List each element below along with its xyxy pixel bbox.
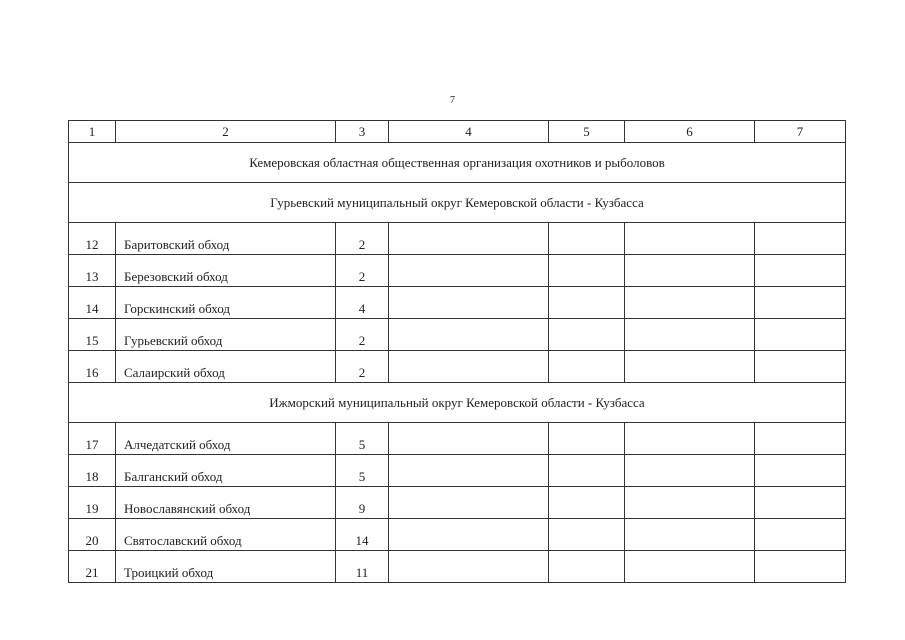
empty-cell (389, 551, 549, 583)
empty-cell (755, 223, 846, 255)
empty-cell (755, 255, 846, 287)
empty-cell (549, 487, 625, 519)
empty-cell (389, 255, 549, 287)
empty-cell (755, 351, 846, 383)
row-quantity: 5 (336, 455, 389, 487)
empty-cell (389, 455, 549, 487)
row-number: 15 (69, 319, 116, 351)
section-title: Гурьевский муниципальный округ Кемеровской области - Кузбасса (69, 183, 846, 223)
empty-cell (755, 551, 846, 583)
empty-cell (625, 351, 755, 383)
row-quantity: 2 (336, 319, 389, 351)
row-quantity: 9 (336, 487, 389, 519)
empty-cell (755, 319, 846, 351)
column-header: 1 (69, 121, 116, 143)
empty-cell (625, 423, 755, 455)
empty-cell (625, 487, 755, 519)
empty-cell (755, 287, 846, 319)
table-row (69, 287, 846, 319)
row-quantity: 2 (336, 255, 389, 287)
row-name: Салаирский обход (116, 351, 336, 383)
empty-cell (549, 519, 625, 551)
row-number: 20 (69, 519, 116, 551)
empty-cell (549, 255, 625, 287)
empty-cell (625, 319, 755, 351)
column-header: 6 (625, 121, 755, 143)
row-quantity: 5 (336, 423, 389, 455)
empty-cell (755, 487, 846, 519)
column-header: 2 (116, 121, 336, 143)
column-header: 3 (336, 121, 389, 143)
row-name: Алчедатский обход (116, 423, 336, 455)
row-quantity: 11 (336, 551, 389, 583)
column-header: 5 (549, 121, 625, 143)
section-row (69, 383, 846, 423)
row-quantity: 4 (336, 287, 389, 319)
row-name: Гурьевский обход (116, 319, 336, 351)
empty-cell (755, 519, 846, 551)
table-row (69, 223, 846, 255)
column-header: 4 (389, 121, 549, 143)
section-title: Ижморский муниципальный округ Кемеровской области - Кузбасса (69, 383, 846, 423)
row-name: Березовский обход (116, 255, 336, 287)
row-quantity: 2 (336, 351, 389, 383)
row-quantity: 14 (336, 519, 389, 551)
row-name: Святославский обход (116, 519, 336, 551)
empty-cell (549, 223, 625, 255)
empty-cell (549, 551, 625, 583)
empty-cell (625, 519, 755, 551)
table-row (69, 455, 846, 487)
row-number: 12 (69, 223, 116, 255)
empty-cell (549, 423, 625, 455)
empty-cell (389, 223, 549, 255)
section-row (69, 183, 846, 223)
empty-cell (755, 455, 846, 487)
row-name: Новославянский обход (116, 487, 336, 519)
row-quantity: 2 (336, 223, 389, 255)
row-number: 16 (69, 351, 116, 383)
empty-cell (549, 319, 625, 351)
empty-cell (389, 351, 549, 383)
empty-cell (625, 223, 755, 255)
row-number: 13 (69, 255, 116, 287)
empty-cell (625, 255, 755, 287)
row-number: 19 (69, 487, 116, 519)
table-row (69, 519, 846, 551)
empty-cell (389, 319, 549, 351)
table-row (69, 351, 846, 383)
empty-cell (625, 455, 755, 487)
column-header: 7 (755, 121, 846, 143)
empty-cell (625, 287, 755, 319)
header-row (69, 121, 846, 143)
hunting-grounds-table (68, 120, 846, 583)
row-number: 17 (69, 423, 116, 455)
row-name: Горскинский обход (116, 287, 336, 319)
row-number: 18 (69, 455, 116, 487)
row-number: 21 (69, 551, 116, 583)
empty-cell (389, 487, 549, 519)
row-name: Троицкий обход (116, 551, 336, 583)
section-row (69, 143, 846, 183)
row-name: Балганский обход (116, 455, 336, 487)
table-row (69, 319, 846, 351)
row-name: Баритовский обход (116, 223, 336, 255)
empty-cell (389, 423, 549, 455)
empty-cell (549, 455, 625, 487)
table-row (69, 423, 846, 455)
empty-cell (625, 551, 755, 583)
row-number: 14 (69, 287, 116, 319)
page-number: 7 (450, 95, 455, 106)
table-row (69, 487, 846, 519)
empty-cell (389, 287, 549, 319)
section-title: Кемеровская областная общественная организация охотников и рыболовов (69, 143, 846, 183)
empty-cell (755, 423, 846, 455)
table-row (69, 551, 846, 583)
empty-cell (389, 519, 549, 551)
table-row (69, 255, 846, 287)
empty-cell (549, 351, 625, 383)
empty-cell (549, 287, 625, 319)
